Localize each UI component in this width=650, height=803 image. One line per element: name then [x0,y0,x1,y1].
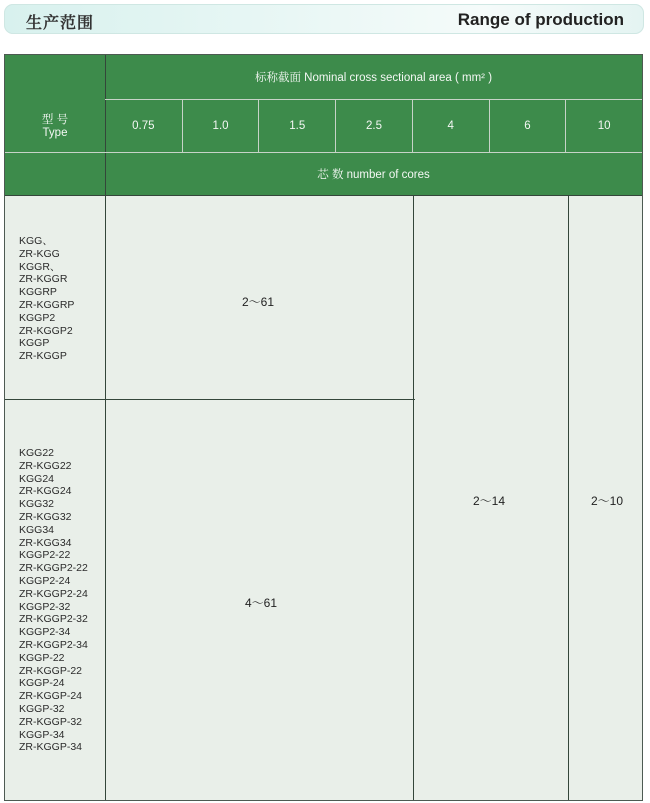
type-item: ZR-KGG22 [19,459,72,472]
type-item: KGGP2 [19,311,56,324]
area-value: 4 [447,119,454,132]
area-value-cell [335,99,412,152]
type-item: ZR-KGG24 [19,485,72,498]
range-10-value: 2～10 [591,494,624,508]
type-item: ZR-KGGP-34 [19,741,83,754]
group2-type-list [19,447,88,754]
type-label-en: Type [42,127,68,139]
type-item: KGGRP [19,286,57,299]
area-value-cell [489,99,566,152]
type-item: ZR-KGGP2-22 [19,562,88,575]
type-item: KGGR、 [19,260,61,273]
area-value: 10 [597,119,611,132]
divider-col-10 [568,195,569,800]
type-item: ZR-KGGP2-24 [19,587,88,600]
type-item: ZR-KGGP2 [19,324,73,337]
type-item: ZR-KGGRP [19,298,75,311]
type-item: KGG32 [19,498,55,511]
type-label-cn: 型 号 [41,114,69,126]
area-value-cell [105,99,182,152]
area-value: 2.5 [365,119,382,132]
divider-groups [5,399,415,400]
type-item: KGGP-24 [19,677,65,690]
type-item: ZR-KGGP2-34 [19,638,88,651]
area-value-cell [182,99,259,152]
type-item: KGGP2-32 [19,600,71,613]
type-item: ZR-KGGP2-32 [19,613,88,626]
type-item: KGG34 [19,523,55,536]
type-item: ZR-KGGP-22 [19,664,83,677]
title-banner [4,4,644,34]
area-value: 6 [524,119,531,132]
type-item: KGGP2-22 [19,549,71,562]
type-item: KGG22 [19,447,55,459]
type-item: ZR-KGGP-32 [19,715,83,728]
divider-col-4 [413,195,414,800]
type-item: ZR-KGGR [19,273,68,286]
area-value: 1.0 [212,119,229,132]
type-header [5,55,105,195]
range-4-6-value: 2～14 [473,494,506,508]
area-header-text: 标称截面 Nominal cross sectional area ( mm² ) [254,72,493,84]
type-item: ZR-KGGP [19,350,67,363]
title-english: Range of production [457,10,624,29]
type-item: ZR-KGG32 [19,510,72,523]
type-item: KGG、 [19,235,53,247]
type-item: ZR-KGG34 [19,536,72,549]
area-header [105,55,642,99]
type-item: KGGP-22 [19,651,65,664]
group1-range-value: 2～61 [242,295,275,309]
cores-header [105,152,642,195]
group2-range-value: 4～61 [245,596,278,610]
type-item: ZR-KGG [19,247,60,260]
title-chinese: 生产范围 [26,13,95,32]
area-value-cell [412,99,489,152]
type-item: KGGP2-34 [19,626,71,639]
area-value: 0.75 [132,119,155,132]
area-value: 1.5 [289,119,306,132]
type-item: KGGP2-24 [19,574,71,587]
divider-type-column [105,55,106,800]
type-item: KGGP [19,337,50,350]
type-item: KGGP-34 [19,728,65,741]
divider-area-values [5,152,642,153]
divider-area-header [105,99,642,100]
group1-type-list [19,235,74,363]
divider-header-body [5,195,642,196]
type-item: ZR-KGGP-24 [19,690,83,703]
area-value-cell [565,99,642,152]
cores-header-text: 芯 数 number of cores [317,168,430,181]
type-item: KGG24 [19,472,55,485]
type-item: KGGP-32 [19,702,65,715]
area-value-cell [258,99,335,152]
range-table [4,54,643,801]
